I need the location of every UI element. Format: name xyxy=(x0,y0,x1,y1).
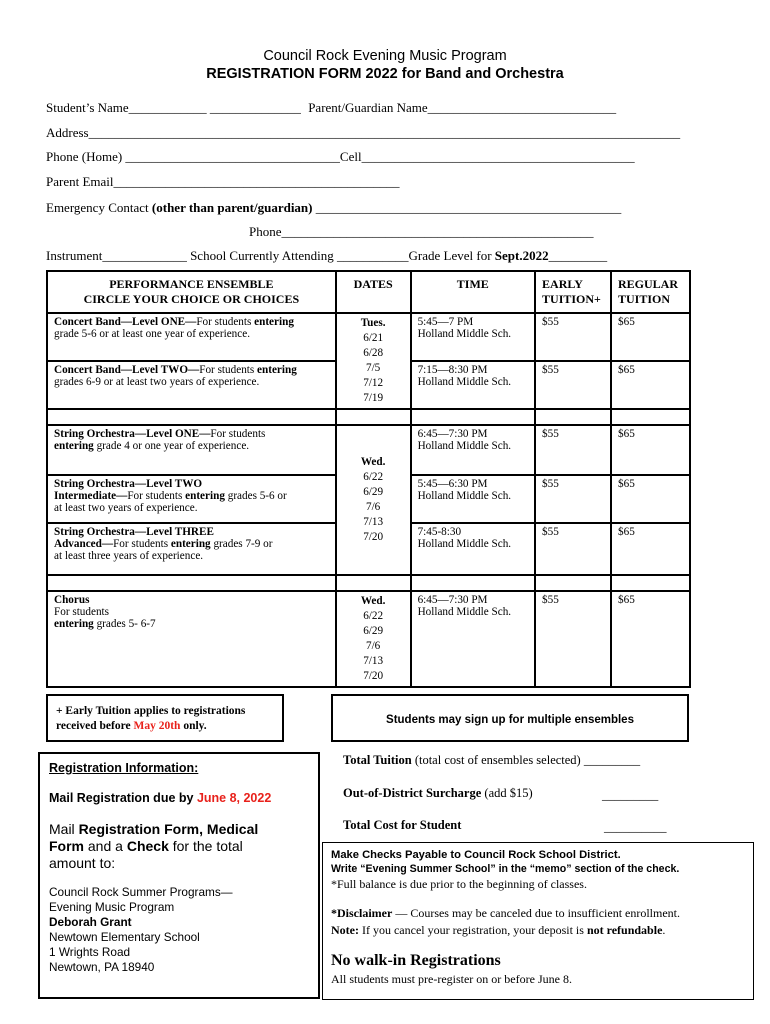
band-level-two-regular: $65 xyxy=(611,361,690,409)
chorus[interactable]: Chorus For students entering grades 5- 6-7 xyxy=(47,591,336,687)
mailing-address: Council Rock Summer Programs— Evening Music Program Deborah Grant Newtown Elementary School 1 Wrights Road Newtown, PA 18940 xyxy=(49,885,233,974)
band-level-one-early: $55 xyxy=(535,313,611,361)
student-name-label: Student’s Name____________ ______________ xyxy=(46,100,301,115)
early-tuition-note: + Early Tuition applies to registrations received before May 20th only. xyxy=(46,694,284,742)
registration-info-heading: Registration Information: xyxy=(49,761,199,775)
emergency-phone-field[interactable]: Phone________________________________________________ xyxy=(249,224,594,239)
refund-note: Note: If you cancel your registration, your deposit is not refundable. xyxy=(331,923,666,937)
form-title: REGISTRATION FORM 2022 for Band and Orchestra xyxy=(206,66,564,82)
band-level-one-regular: $65 xyxy=(611,313,690,361)
address-field[interactable]: Address___________________________________________________________________________________________ xyxy=(46,125,681,140)
strings-level-two-time: 5:45—6:30 PM Holland Middle Sch. xyxy=(411,475,535,523)
table-row[interactable] xyxy=(47,591,690,687)
emergency-line: _______________________________________________ xyxy=(315,200,622,215)
preregister-note: All students must pre-register on or before June 8. xyxy=(331,972,572,986)
strings-level-two-early: $55 xyxy=(535,475,611,523)
strings-level-one[interactable]: String Orchestra—Level ONE—For students entering grade 4 or one year of experience. xyxy=(47,425,336,475)
chorus-regular: $65 xyxy=(611,591,690,687)
surcharge-field[interactable]: Out-of-District Surcharge (add $15) xyxy=(343,786,533,800)
strings-level-one-early: $55 xyxy=(535,425,611,475)
strings-level-two[interactable]: String Orchestra—Level TWO Intermediate—For students entering grades 5-6 or at least two years of experience. xyxy=(47,475,336,523)
parent-name-label: Parent/Guardian Name_____________________________ xyxy=(308,100,617,115)
payment-info-box xyxy=(322,842,754,1000)
balance-note: *Full balance is due prior to the beginning of classes. xyxy=(331,877,587,891)
ensemble-header: PERFORMANCE ENSEMBLE CIRCLE YOUR CHOICE OR CHOICES xyxy=(47,271,336,313)
checks-payable: Make Checks Payable to Council Rock School District. xyxy=(331,849,621,861)
early-tuition-header: EARLY TUITION+ xyxy=(535,271,611,313)
regular-tuition-header: REGULAR TUITION xyxy=(611,271,690,313)
chorus-early: $55 xyxy=(535,591,611,687)
strings-dates: Wed. 6/22 6/29 7/6 7/13 7/20 xyxy=(336,425,411,575)
band-level-one[interactable]: Concert Band—Level ONE—For students entering grade 5-6 or at least one year of experience. xyxy=(47,313,336,361)
table-row[interactable] xyxy=(47,425,690,475)
band-level-two-early: $55 xyxy=(535,361,611,409)
emergency-contact-field[interactable] xyxy=(46,200,621,216)
total-cost-label: Total Cost for Student xyxy=(343,818,462,832)
instrument-label: Instrument_____________ School Currently Attending ___________Grade Level for xyxy=(46,248,492,263)
program-title: Council Rock Evening Music Program xyxy=(263,48,507,64)
grade-level-line: _________ xyxy=(548,248,608,263)
table-row[interactable] xyxy=(47,313,690,361)
time-header: TIME xyxy=(411,271,535,313)
surcharge-line[interactable]: _________ xyxy=(602,788,659,802)
multiple-ensembles-note: Students may sign up for multiple ensembles xyxy=(331,694,689,742)
dates-header: DATES xyxy=(336,271,411,313)
strings-level-two-regular: $65 xyxy=(611,475,690,523)
registration-info-box xyxy=(38,752,320,999)
no-walkin-heading: No walk-in Registrations xyxy=(331,952,501,969)
ensemble-table xyxy=(46,270,691,688)
early-deadline-date: May 20th xyxy=(133,720,181,732)
mail-instructions: Mail Registration Form, Medical Form and a Check for the total amount to: xyxy=(49,821,259,871)
strings-level-one-time: 6:45—7:30 PM Holland Middle Sch. xyxy=(411,425,535,475)
strings-level-three-regular: $65 xyxy=(611,523,690,575)
separator-row xyxy=(47,575,690,591)
student-name-field[interactable] xyxy=(46,100,616,116)
strings-level-three[interactable]: String Orchestra—Level THREE Advanced—For students entering grades 7-9 or at least three years of experience. xyxy=(47,523,336,575)
phone-home-field[interactable]: Phone (Home) _________________________________Cell__________________________________________ xyxy=(46,149,635,164)
band-level-two-time: 7:15—8:30 PM Holland Middle Sch. xyxy=(411,361,535,409)
total-tuition-field[interactable]: Total Tuition (total cost of ensembles selected) _________ xyxy=(343,753,641,767)
chorus-time: 6:45—7:30 PM Holland Middle Sch. xyxy=(411,591,535,687)
strings-level-three-time: 7:45-8:30 Holland Middle Sch. xyxy=(411,523,535,575)
band-dates: Tues. 6/21 6/28 7/5 7/12 7/19 xyxy=(336,313,411,409)
chorus-dates: Wed. 6/22 6/29 7/6 7/13 7/20 xyxy=(336,591,411,687)
strings-level-one-regular: $65 xyxy=(611,425,690,475)
memo-instruction: Write “Evening Summer School” in the “memo” section of the check. xyxy=(331,863,680,875)
emergency-label: Emergency Contact xyxy=(46,200,149,215)
band-level-two[interactable]: Concert Band—Level TWO—For students entering grades 6-9 or at least two years of experience. xyxy=(47,361,336,409)
separator-row xyxy=(47,409,690,425)
mail-due-line: Mail Registration due by June 8, 2022 xyxy=(49,791,272,805)
total-cost-line[interactable]: __________ xyxy=(604,820,667,834)
instrument-field[interactable] xyxy=(46,248,607,264)
emergency-bold: (other than parent/guardian) xyxy=(151,200,313,215)
strings-level-three-early: $55 xyxy=(535,523,611,575)
grade-level-bold: Sept.2022 xyxy=(494,248,549,263)
table-header-row xyxy=(47,271,690,313)
disclaimer: *Disclaimer — Courses may be canceled due to insufficient enrollment. xyxy=(331,906,681,920)
parent-email-field[interactable]: Parent Email____________________________________________ xyxy=(46,174,400,189)
band-level-one-time: 5:45—7 PM Holland Middle Sch. xyxy=(411,313,535,361)
